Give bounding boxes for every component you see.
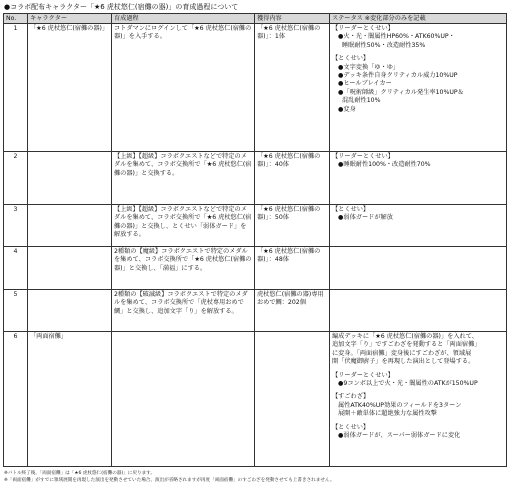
row-no: 4 [4, 247, 28, 290]
row-process: 【上級】【超級】コラボクエストなどで特定のメダルを集めて、コラボ交換所で「★6 虎杖悠仁(宿儺の器)」と交換する。 [112, 152, 255, 205]
status-line: 【リーダーとくせい】 [332, 371, 394, 379]
status-line: ●ヒールブレイカー [338, 80, 392, 88]
page-title: ●コラボ配布キャラクター「★6 虎杖悠仁(宿儺の器)」の育成過程について [4, 3, 239, 11]
table-row [4, 24, 507, 152]
row-process: 2種類の【魔級】コラボクエストで特定のメダルを集めて、コラボ交換所で「★6 虎杖悠仁(宿儺の器)」と交換し、「満福」にする。 [112, 247, 255, 290]
row-obtained: 虎杖悠仁(宿儺の器)専用おめで鯛：202個 [255, 290, 330, 332]
row-status [330, 290, 507, 332]
status-line: ●「呪術師級」クリティカル発生率10%UP＆ [338, 88, 464, 96]
status-line: ●文字変換「ゆ・ゆ」 [338, 63, 400, 71]
header-row [4, 14, 507, 24]
footnote: ※バトル終了後、「両面宿儺」は「★6 虎杖悠仁(宿儺の器)」に戻ります。 [4, 471, 155, 476]
row-character: 「★6 虎杖悠仁(宿儺の器)」 [28, 24, 112, 152]
header-obtained: 獲得内容 [255, 14, 330, 24]
row-no: 2 [4, 152, 28, 205]
row-process [112, 332, 255, 467]
row-status [330, 205, 507, 247]
row-character [28, 247, 112, 290]
status-line: ●変身 [338, 105, 356, 113]
row-status [330, 247, 507, 290]
row-obtained: 「★6 虎杖悠仁(宿儺の器)」：48体 [255, 247, 330, 290]
growth-table [3, 13, 507, 467]
header-no: No. [4, 14, 28, 24]
row-obtained: 「★6 虎杖悠仁(宿儺の器)」：1体 [255, 24, 330, 152]
table-row [4, 247, 507, 290]
status-line: 開「伏魔御廚子」を再現した演出として登場する。 [332, 358, 475, 366]
status-line: 追加文字「り」ですごわざを発動すると「両面宿儺」 [332, 341, 481, 349]
status-line: 【とくせい】 [332, 206, 370, 213]
status-line: 編成デッキに「★6 虎杖悠仁(宿儺の器)」を入れて、 [332, 333, 478, 340]
status-line: 【リーダーとくせい】 [332, 153, 394, 160]
row-character: 「両面宿儺」 [28, 332, 112, 467]
status-line: 【とくせい】 [332, 55, 370, 63]
row-no: 1 [4, 24, 28, 152]
status-line: 【とくせい】 [332, 423, 370, 431]
status-line: ●デッキ条件自身クリティカル威力10%UP [338, 72, 458, 80]
status-line: ●睡眠耐性100%・改造耐性70% [338, 161, 431, 169]
row-obtained: 「★6 虎杖悠仁(宿儺の器)」：50体 [255, 205, 330, 247]
row-process: 【上級】【超級】コラボクエストなどで特定のメダルを集めて、コラボ交換所で「★6 虎杖悠仁(宿儺の器)」と交換し、とくせい「弱体ガード」を解放する。 [112, 205, 255, 247]
status-line: ●弱体ガードが、スーパー弱体ガードに変化 [338, 432, 461, 440]
row-no: 6 [4, 332, 28, 467]
row-process: コトダマンにログインして「★6 虎杖悠仁(宿儺の器)」を入手する。 [112, 24, 255, 152]
status-line: 属性ATK40%UP効果のフィールドを3ターン [338, 401, 462, 409]
header-status: ステータス ※変化部分のみを記載 [330, 14, 507, 24]
row-character [28, 205, 112, 247]
status-line: 展開＋敵単体に超絶強力な属性攻撃 [338, 410, 437, 418]
row-status [330, 332, 507, 467]
header-character: キャラクター [28, 14, 112, 24]
table-row [4, 152, 507, 205]
header-process: 育成過程 [112, 14, 255, 24]
status-line: ●9コンボ以上で火・光・闇属性のATKが150%UP [338, 380, 478, 388]
status-line: 【すごわざ】 [332, 393, 370, 401]
table-row [4, 332, 507, 467]
status-line: 睡眠耐性50%・改造耐性35% [342, 41, 426, 49]
footnote: ※「両面宿儺」がすでに領域展開を再現した演出を発動させていた場合、演出が省略されますが再度「両面宿儺」のすごわざを発動させても上書きされません。 [4, 478, 335, 483]
status-line: ●火・光・闇属性HP60%・ATK60%UP・ [338, 33, 455, 41]
row-status [330, 152, 507, 205]
row-process: 2種類の【破滅級】コラボクエストで特定のメダルを集めて、コラボ交換所で「虎杖専用おめで鯛」と交換し、追加文字「り」を解放する。 [112, 290, 255, 332]
row-no: 5 [4, 290, 28, 332]
table-row [4, 290, 507, 332]
row-obtained: 「★6 虎杖悠仁(宿儺の器)」：40体 [255, 152, 330, 205]
status-line: 【リーダーとくせい】 [332, 25, 394, 32]
table-row [4, 205, 507, 247]
row-character [28, 290, 112, 332]
row-obtained [255, 332, 330, 467]
row-status [330, 24, 507, 152]
status-line: ●弱体ガードが解放 [338, 214, 393, 222]
row-character [28, 152, 112, 205]
status-line: 混乱耐性10% [342, 97, 381, 105]
row-no: 3 [4, 205, 28, 247]
status-line: に変身。「両面宿儺」変身後にすごわざが、領域展 [332, 349, 472, 357]
